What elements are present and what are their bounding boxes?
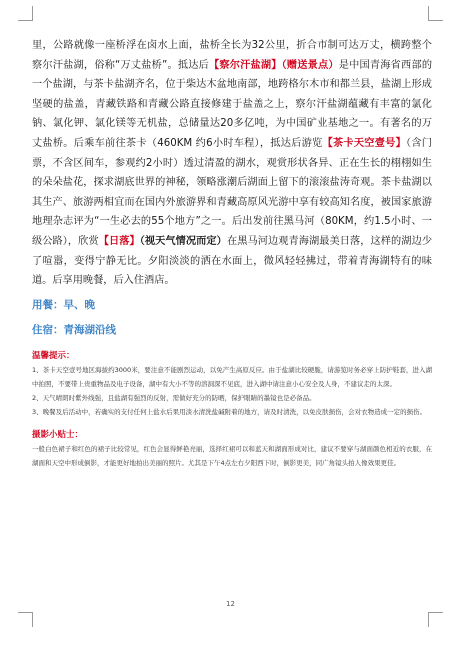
body-text: 在黑马河边观青海湖最美日落，这样的湖边少了喧嚣，变得宁静无比。夕阳淡淡的洒在水面上，微风轻轻拂过，带着青海湖特有的味道。后享用晚餐，后入住酒店。 xyxy=(32,235,433,287)
body-text: 是中国青海省西部的一个盐湖，与茶卡盐湖齐名，位于柴达木盆地南部，地跨格尔木市和都兰县，盐湖上形成坚硬的盐盖，青藏铁路和青藏公路直接修建于盐盖之上，察尔汗盐湖蕴藏有丰富的氯化钠、氯化钾、氯化镁等无机盐，总储量达20多亿吨，为中国矿业基地之一。有著名的万丈盐桥。后乘车前往茶卡（460KM 约6小时车程），抵达后游览 xyxy=(32,59,433,149)
photo-tips-title: 摄影小贴士： xyxy=(32,429,84,440)
page-number: 12 xyxy=(226,600,235,608)
tip-item: 3、晚餐及后活动中，若确实的支付任何上盐水后果用淡水清洗盐碱附着的地方，请及时清洗，以免皮肤损伤，会对衣物造成一定的损伤。 xyxy=(32,408,427,417)
tips-title: 温馨提示： xyxy=(32,350,75,361)
photo-tip-item: 一般白色裙子和红色的裙子比较常见，红色会显得鲜艳亮丽，选择红裙可以和蓝天和湖面形成对比，建议不要穿与湖面颜色相近的衣服，在湖面和天空中形成倒影，才能更好地拍出美丽的照片。尤其是下午4点左右夕阳西下时，倒影更美，同广角镜头拍人像效果更佳。 xyxy=(32,444,432,467)
crop-mark xyxy=(18,6,33,21)
meals-line xyxy=(32,294,432,316)
body-text: 里，公路就像一座桥浮在卤水上面，盐桥全长为32公里，折合市制可达万丈，横跨整个察尔汗盐湖，俗称“万丈盐桥”。抵达后 xyxy=(32,40,432,71)
meals-label: 用餐： xyxy=(32,298,64,311)
highlight-sunset: 【日落】 xyxy=(98,235,140,247)
page-content xyxy=(32,36,432,470)
weather-note: （视天气情况而定） xyxy=(139,235,227,247)
hotel-value: 青海湖沿线 xyxy=(63,323,116,336)
body-text: （含门票，不含区间车，参观约2小时）透过清盈的湖水，观赏形状各异、正在生长的栩栩如生的朵朵盐花，探求湖底世界的神秘，领略涨潮后湖面上留下的滚滚盐涛奇观。茶卡盐湖以其生产、旅游两相宜而在国内外旅游界和青藏高原风光游中享有较高知名度，被国家旅游地理杂志评为“一生必去的55个地方”之一。后出发前往黑马河（80KM，约1.5小时、一级公路），欣赏 xyxy=(32,137,432,247)
crop-mark xyxy=(428,612,443,627)
tip-item: 2、天气晴朗时紫外线强，且盐湖有强烈的反射，需做好充分的防晒，保护眼睛的墨镜也是必备品。 xyxy=(32,394,316,403)
itinerary-paragraph xyxy=(32,36,432,291)
hotel-line xyxy=(32,319,432,341)
meals-value: 早、晚 xyxy=(63,298,95,311)
highlight-salt-lake: 【察尔汗盐湖】（赠送景点） xyxy=(208,59,339,71)
crop-mark xyxy=(428,6,443,21)
hotel-label: 住宿： xyxy=(32,323,64,336)
crop-mark xyxy=(18,612,33,627)
tip-item: 1、茶卡天空壹号地区海拔约3000米，要注意不能剧烈运动，以免产生高原反应。由于盐湖比较硬脆，请游览时务必穿上防护鞋套，进入湖中拍照，不要带上贵重物品及电子设备，湖中有大小不等的溶洞深不见底，进入湖中请注意小心安全及人身，不建议走的太深。 xyxy=(32,365,432,388)
highlight-sky-one: 【茶卡天空壹号】 xyxy=(322,137,407,149)
